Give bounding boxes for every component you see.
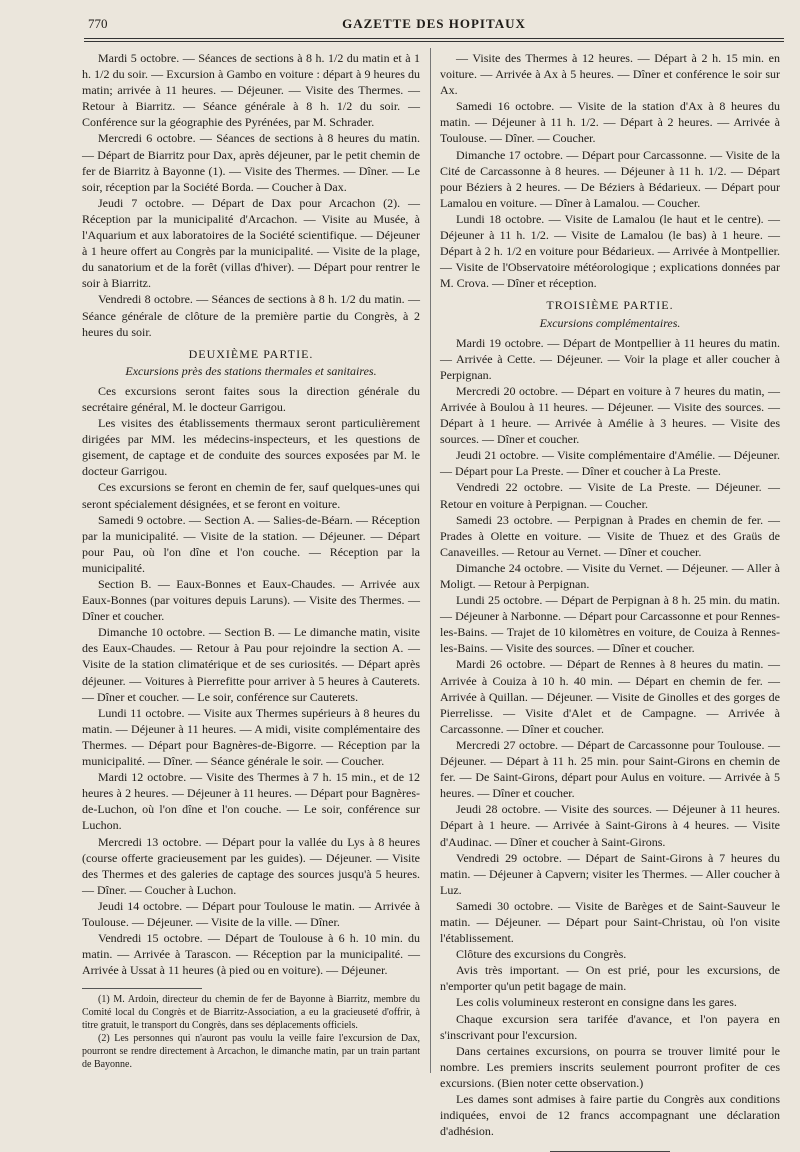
notice-paragraph: Chaque excursion sera tarifée d'avance, et l'on payera en s'inscrivant pour l'excursion. — [440, 1011, 780, 1042]
paragraph: Vendredi 15 octobre. — Départ de Toulouse à 6 h. 10 min. du matin. — Arrivée à Tarascon. — Réception par la municipalité. — Arrivée à Ussat à 11 heures (à pied ou en voiture). — Déjeuner. — [82, 931, 420, 978]
paragraph: Dimanche 10 octobre. — Section B. — Le dimanche matin, visite des Eaux-Chaudes. — Retour à Pau pour rejoindre la section A. — Visite de la station climatérique et de ses curiosités. — Départ après déjeuner. — Voitures à Pierrefitte pour arriver à 5 heures à Cauterets. — Dîner et coucher. — Le soir, conférence sur Cauterets. — [82, 625, 420, 704]
paragraph: Jeudi 28 octobre. — Visite des sources. — Déjeuner à 11 heures. Départ à 1 heure. — Arrivée à Saint-Girons à 4 heures. — Visite d'Audinac. — Dîner et coucher à Saint-Girons. — [440, 802, 780, 849]
paragraph: Mercredi 13 octobre. — Départ pour la vallée du Lys à 8 heures (course offerte gracieusement par les guides). — Déjeuner. — Visite des Thermes et des galeries de captage des sources jusqu'à 5 heures. — Dîner. — Coucher à Luchon. — [82, 834, 420, 897]
header-rule — [84, 38, 784, 39]
paragraph: Dimanche 17 octobre. — Départ pour Carcassonne. — Visite de la Cité de Carcassonne à 8 heures. — Déjeuner à 11 h. 1/2. — Départ pour Béziers à 2 heures. — De Béziers à Bédarieux. — Départ pour Lamalou en voiture. — Dîner à Lamalou. — Coucher. — [440, 147, 780, 210]
paragraph: Les visites des établissements thermaux seront particulièrement dirigées par MM. les médecins-inspecteurs, et les questions de gisement, de captage et de conduite des sources exposées par M. le docteur Garrigou. — [82, 416, 420, 479]
section-title: DEUXIÈME PARTIE. — [188, 346, 314, 361]
paragraph: Samedi 16 octobre. — Visite de la station d'Ax à 8 heures du matin. — Déjeuner à 11 h. 1/2. — Départ à 2 heures. — Arrivée à Toulouse. — Dîner. — Coucher. — [440, 99, 780, 146]
page-number: 770 — [88, 16, 108, 31]
paragraph: Samedi 30 octobre. — Visite de Barèges et de Saint-Sauveur le matin. — Déjeuner. — Départ pour Saint-Christau, où l'on visite l'établissement. — [440, 898, 780, 946]
paragraph: Samedi 9 octobre. — Section A. — Salies-de-Béarn. — Réception par la municipalité. — Visite de la station. — Déjeuner. — Départ pour Pau, où l'on dîne et l'on couche. — Réception par la municipalité. — [82, 512, 420, 575]
paragraph: Dimanche 24 octobre. — Visite du Vernet. — Déjeuner. — Aller à Moligt. — Retour à Perpignan. — [440, 560, 780, 591]
footnote: (1) M. Ardoin, directeur du chemin de fer de Bayonne à Biarritz, membre du Comité local du Congrès et de Biarritz-Association, a eu la gracieuseté d'offrir, à titre gratuit, le transport du Congrès, dans ses déplacements officiels. — [82, 994, 420, 1032]
notice-paragraph: Dans certaines excursions, on pourra se trouver limité pour le nombre. Les premiers inscrits seulement pourront profiter de ces excursions. (Bien noter cette observation.) — [440, 1043, 780, 1090]
paragraph: Vendredi 29 octobre. — Départ de Saint-Girons à 7 heures du matin. — Déjeuner à Capvern; visiter les Thermes. — Aller coucher à Luz. — [440, 850, 780, 897]
paragraph: Ces excursions seront faites sous la direction générale du secrétaire général, M. le docteur Garrigou. — [82, 383, 420, 414]
paragraph: Jeudi 7 octobre. — Départ de Dax pour Arcachon (2). — Réception par la municipalité d'Arcachon. — Visite au Musée, à l'Aquarium et aux laboratoires de la Société scientifique. — Déjeuner à 1 heure offert au Congrès par la municipalité. — Visite de la plage, du sanatorium et de la forêt (villas d'hiver). — Départ pour rentrer le soir à Biarritz. — [82, 195, 420, 291]
section-subtitle: Excursions complémentaires. — [539, 315, 681, 330]
paragraph: Mercredi 27 octobre. — Départ de Carcassonne pour Toulouse. — Déjeuner. — Départ à 11 h. 25 min. pour Saint-Girons en chemin de fer. — De Saint-Girons, départ pour Aulus en voiture. — Arrivée à 5 heures. — Dîner et coucher. — [440, 737, 780, 801]
section-title: TROISIÈME PARTIE. — [546, 298, 674, 313]
paragraph: Mardi 12 octobre. — Visite des Thermes à 7 h. 15 min., et de 12 heures à 2 heures. — Déjeuner à 11 heures. — Départ pour Bagnères-de-Luchon, où l'on dîne et l'on couche. — Le soir, conférence sur Luchon. — [82, 770, 420, 833]
notice-paragraph: Les colis volumineux resteront en consigne dans les gares. — [456, 995, 737, 1010]
paragraph: Mardi 26 octobre. — Départ de Rennes à 8 heures du matin. — Arrivée à Couiza à 10 h. 40 min. — Départ en chemin de fer. — Arrivée à Quillan. — Déjeuner. — Visite de Ginolles et des gorges de Pierrelisse. — Visite d'Alet et de Campagne. — Arrivée à Carcassonne. — Dîner et coucher. — [440, 657, 780, 736]
paragraph: — Visite des Thermes à 12 heures. — Départ à 2 h. 15 min. en voiture. — Arrivée à Ax à 5 heures. — Dîner et conférence le soir sur Ax. — [440, 51, 780, 98]
paragraph: Samedi 23 octobre. — Perpignan à Prades en chemin de fer. — Prades à Olette en voiture. — Visite de Thuez et des Graüs de Canaveilles. — Retour au Vernet. — Dîner et coucher. — [440, 512, 780, 559]
paragraph: Mardi 5 octobre. — Séances de sections à 8 h. 1/2 du matin et à 1 h. 1/2 du soir. — Excursion à Gambo en voiture : départ à 9 heures du matin; arrivée à 11 heures. — Déjeuner. — Visite des Thermes. — Retour à Biarritz. — Séance générale à 8 h. 1/2 du soir. — Conférence sur la géographie des Pyrénées, par M. Schrader. — [82, 51, 420, 130]
footnote: (2) Les personnes qui n'auront pas voulu la veille faire l'excursion de Dax, pourront se rendre directement à Arcachon, le dimanche matin, par un train partant de Bayonne. — [82, 1033, 420, 1071]
paragraph: Lundi 11 octobre. — Visite aux Thermes supérieurs à 8 heures du matin. — Déjeuner à 11 heures. — A midi, visite complémentaire des Thermes. — Départ pour Bagnères-de-Bigorre. — Réception par la municipalité. — Dîner. — Séance générale le soir. — Coucher. — [82, 705, 420, 769]
paragraph: Mercredi 20 octobre. — Départ en voiture à 7 heures du matin, — Arrivée à Boulou à 11 heures. — Déjeuner. — Visite des sources. — Départ à 1 heure. — Arrivée à Amélie à 3 heures. — Visite des sources. — Dîner et coucher. — [440, 383, 780, 447]
left-column — [82, 50, 420, 1071]
right-column — [440, 50, 780, 1152]
paragraph: Lundi 18 octobre. — Visite de Lamalou (le haut et le centre). — Déjeuner à 11 h. 1/2. — Visite de Lamalou (le bas) à 1 heure. — Départ à 2 h. 1/2 en voiture pour Bédarieux. — Arrivée à Montpellier. — Visite de l'Observatoire météorologique ; explications données par M. Crova. — Dîner et réception. — [440, 211, 780, 291]
paragraph: Mardi 19 octobre. — Départ de Montpellier à 11 heures du matin. — Arrivée à Cette. — Déjeuner. — Voir la plage et aller coucher à Perpignan. — [440, 335, 780, 382]
header-rule-double — [84, 41, 784, 42]
notice-paragraph: Avis très important. — On est prié, pour les excursions, de n'emporter qu'un petit bagage de main. — [440, 963, 780, 994]
paragraph: Vendredi 8 octobre. — Séances de sections à 8 h. 1/2 du matin. — Séance générale de clôture de la première partie du Congrès, à 2 heures du soir. — [82, 292, 420, 339]
paragraph: Jeudi 14 octobre. — Départ pour Toulouse le matin. — Arrivée à Toulouse. — Déjeuner. — Visite de la ville. — Dîner. — [82, 898, 420, 929]
paragraph: Clôture des excursions du Congrès. — [456, 947, 627, 962]
paragraph: Ces excursions se feront en chemin de fer, sauf quelques-unes qui seront spécialement désignées, et se feront en voiture. — [82, 480, 420, 511]
paragraph: Jeudi 21 octobre. — Visite complémentaire d'Amélie. — Déjeuner. — Départ pour La Preste. — Dîner et coucher à La Preste. — [440, 448, 780, 479]
column-divider — [430, 48, 431, 1073]
journal-title: GAZETTE DES HOPITAUX — [342, 16, 526, 31]
notice-paragraph: Les dames sont admises à faire partie du Congrès aux conditions indiquées, envoi de 12 francs accompagnant une déclaration d'adhésion. — [440, 1092, 780, 1139]
page-header — [88, 14, 780, 36]
footnote-separator — [82, 988, 202, 989]
paragraph: Vendredi 22 octobre. — Visite de La Preste. — Déjeuner. — Retour en voiture à Perpignan. — Coucher. — [440, 480, 780, 511]
section-subtitle: Excursions près des stations thermales et sanitaires. — [125, 363, 377, 378]
paragraph: Lundi 25 octobre. — Départ de Perpignan à 8 h. 25 min. du matin. — Déjeuner à Narbonne. — Départ pour Carcassonne et pour Rennes-les-Bains. — Trajet de 10 kilomètres en voiture, de Couiza à Rennes-les-Bains. — Visite des sources. — Dîner et coucher. — [440, 593, 780, 656]
paragraph: Mercredi 6 octobre. — Séances de sections à 8 heures du matin. — Départ de Biarritz pour Dax, après déjeuner, par le petit chemin de fer de Biarritz à Bayonne (1). — Visite des Thermes. — Dîner. — Le soir, réception par la Société Borda. — Coucher à Dax. — [82, 131, 420, 194]
paragraph: Section B. — Eaux-Bonnes et Eaux-Chaudes. — Arrivée aux Eaux-Bonnes (par voitures depuis Laruns). — Visite des Thermes. — Dîner et coucher. — [82, 577, 420, 624]
